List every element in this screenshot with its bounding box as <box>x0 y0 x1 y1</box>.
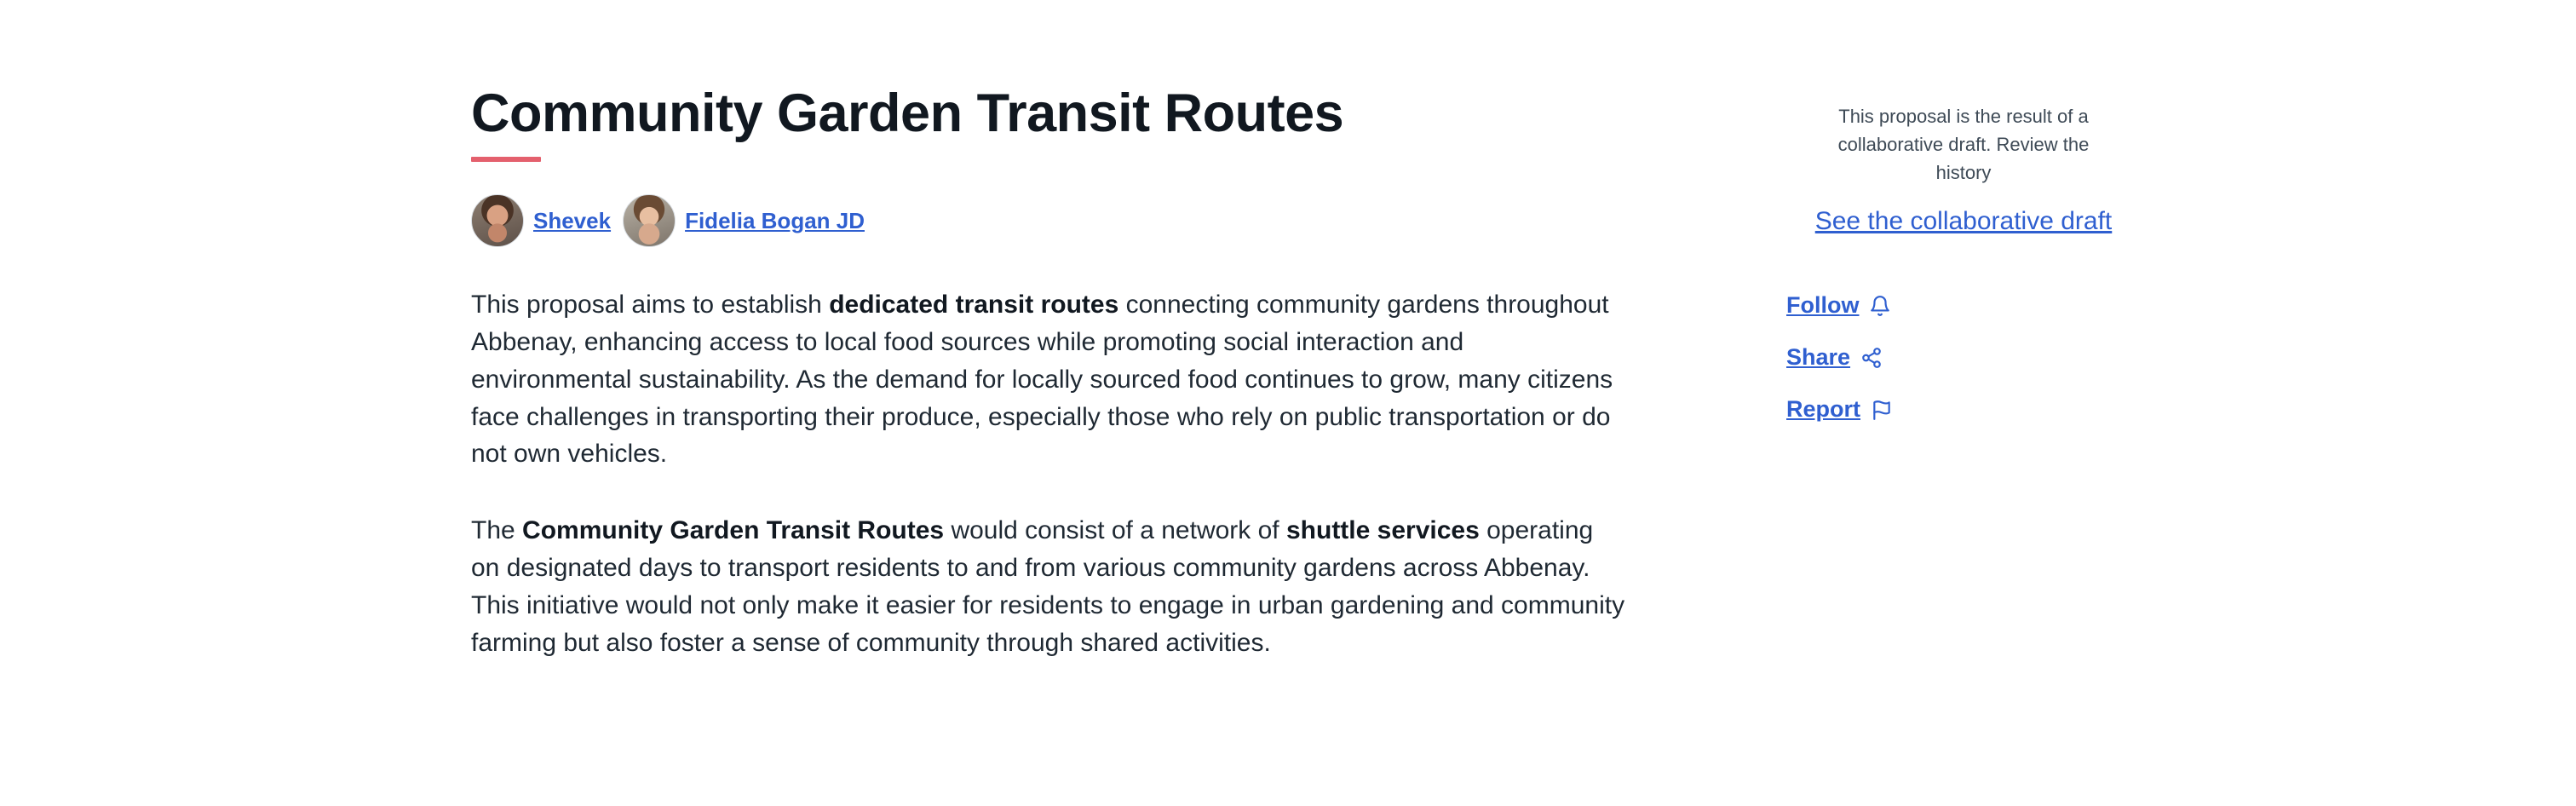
avatar <box>471 194 524 247</box>
share-icon <box>1860 347 1883 369</box>
report-button[interactable] <box>1786 396 2142 423</box>
title-underline-rule <box>471 157 541 162</box>
article-paragraph <box>471 512 1625 661</box>
body-text: This proposal aims to establish <box>471 291 830 320</box>
author-name-link[interactable]: Shevek <box>533 207 612 233</box>
article-paragraph <box>471 286 1625 473</box>
emphasis-text: shuttle services <box>1285 516 1480 545</box>
collaborative-draft-note: This proposal is the result of a collaborative draft. Review the history <box>1837 106 2090 183</box>
report-label: Report <box>1786 396 1860 422</box>
author-list <box>471 194 1630 247</box>
author-item[interactable] <box>471 194 611 247</box>
collaborative-draft-link[interactable]: See the collaborative draft <box>1814 207 2113 235</box>
body-text: connecting community gardens throughout Abbenay, enhancing access to local food sources while promoting social interaction and environmental sustainability. As the demand for locally sourced food continues to grow, many citizens face challenges in transporting their produce, especially those who rely on public transportation or do not own vehicles. <box>471 291 1613 469</box>
rail-actions <box>1786 292 2142 423</box>
right-rail <box>1785 102 2142 448</box>
avatar <box>623 194 676 247</box>
bell-icon <box>1869 295 1891 317</box>
share-label: Share <box>1786 344 1851 370</box>
share-button[interactable] <box>1786 344 2142 371</box>
body-text: operating on designated days to transport residents to and from various community gardens across Abbenay. This initiative would not only make it easier for residents to engage in urban gardening and community farming but also foster a sense of community through shared activities. <box>471 516 1625 657</box>
follow-label: Follow <box>1786 292 1860 318</box>
page-title: Community Garden Transit Routes <box>471 83 1344 143</box>
body-text: would consist of a network of <box>944 516 1286 545</box>
emphasis-text: Community Garden Transit Routes <box>522 516 945 545</box>
author-item[interactable] <box>623 194 865 247</box>
body-text: The <box>471 516 523 545</box>
emphasis-text: dedicated transit routes <box>829 291 1119 320</box>
article-column <box>471 85 1630 661</box>
author-name-link[interactable]: Fidelia Bogan JD <box>685 207 865 233</box>
follow-button[interactable] <box>1786 292 2142 319</box>
flag-icon <box>1871 399 1893 421</box>
